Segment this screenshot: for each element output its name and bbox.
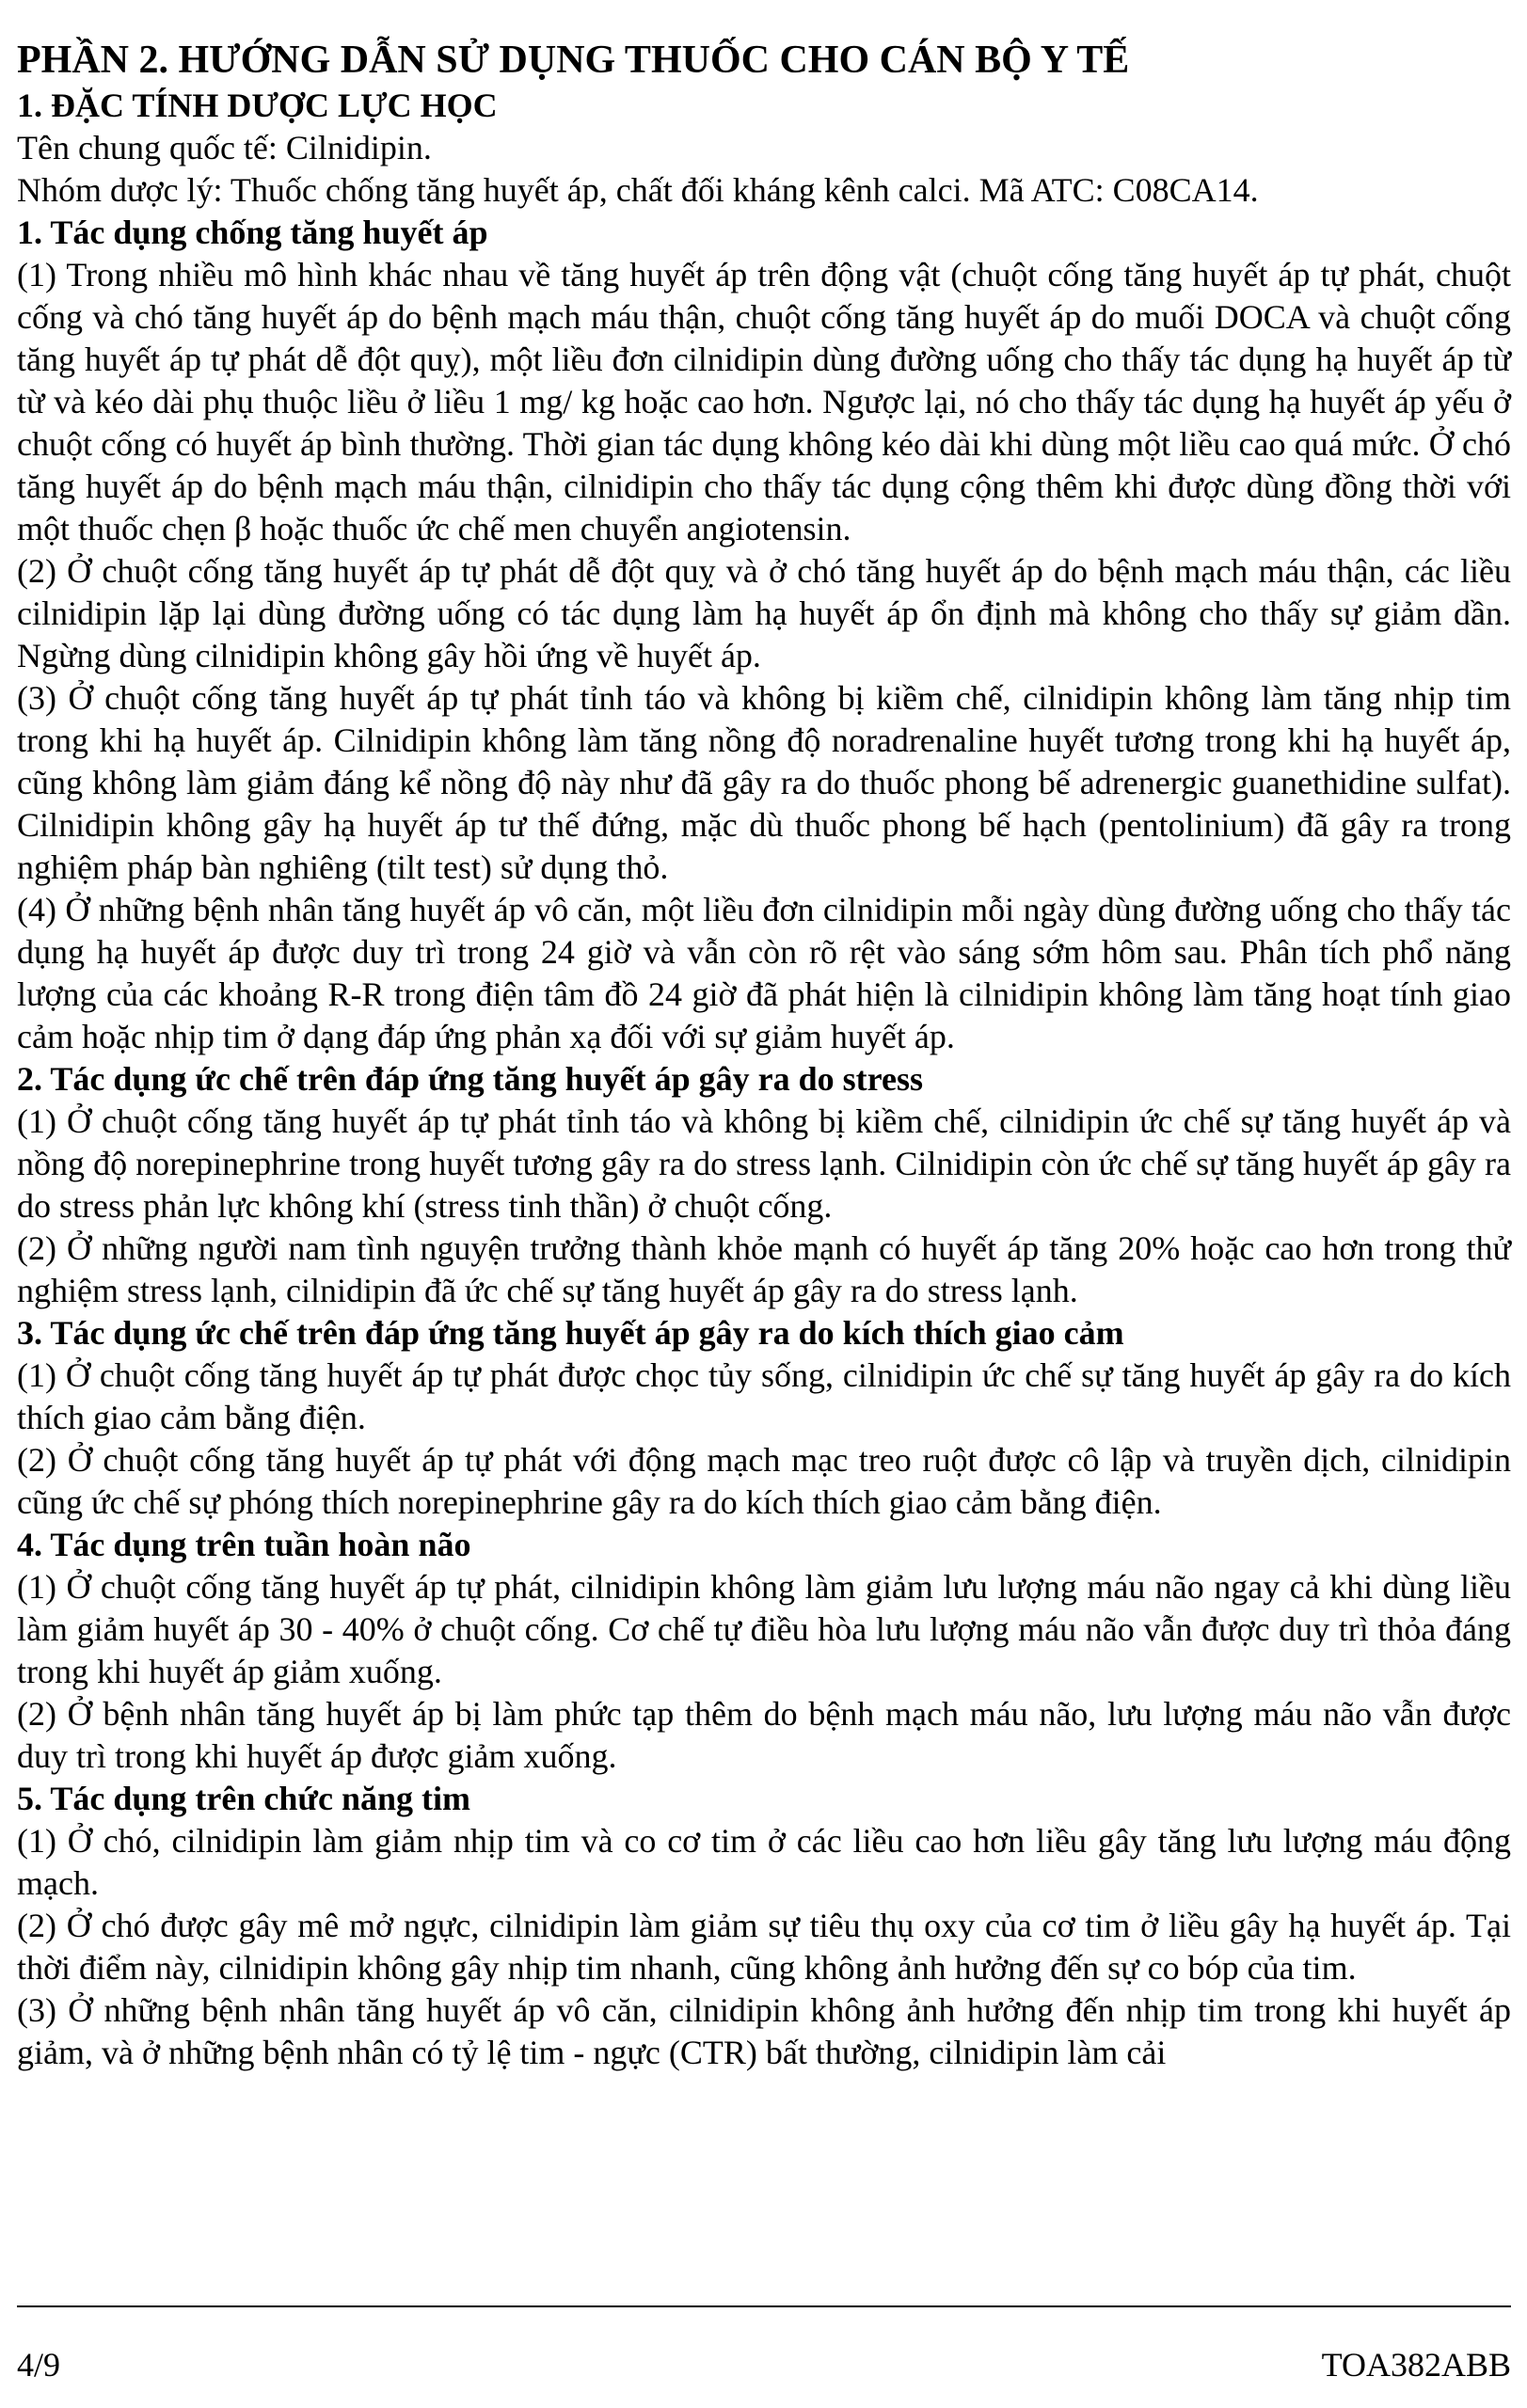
subsection-heading-5: 5. Tác dụng trên chức năng tim [17,1780,470,1817]
generic-name: Tên chung quốc tế: Cilnidipin. [17,129,432,166]
paragraph: (2) Ở chuột cống tăng huyết áp tự phát dễ đột quỵ và ở chó tăng huyết áp do bệnh mạch máu thận, các liều cilnidipin lặp lại dùng đường uống có tác dụng làm hạ huyết áp ổn định mà không cho thấy sự giảm dần. Ngừng dùng cilnidipin không gây hồi ứng về huyết áp. [17,552,1511,674]
paragraph: (2) Ở chó được gây mê mở ngực, cilnidipin làm giảm sự tiêu thụ oxy của cơ tim ở liều gây hạ huyết áp. Tại thời điểm này, cilnidipin không gây nhịp tim nhanh, cũng không ảnh hưởng đến sự co bóp của tim. [17,1907,1511,1987]
document-code: TOA382ABB [1321,2346,1511,2384]
paragraph: (1) Trong nhiều mô hình khác nhau về tăng huyết áp trên động vật (chuột cống tăng huyết áp tự phát, chuột cống và chó tăng huyết áp do bệnh mạch máu thận, chuột cống tăng huyết áp do muối DOCA và chuột cống tăng huyết áp tự phát dễ đột quỵ), một liều đơn cilnidipin dùng đường uống cho thấy tác dụng hạ huyết áp từ từ và kéo dài phụ thuộc liều ở liều 1 mg/ kg hoặc cao hơn. Ngược lại, nó cho thấy tác dụng hạ huyết áp yếu ở chuột cống có huyết áp bình thường. Thời gian tác dụng không kéo dài khi dùng một liều cao quá mức. Ở chó tăng huyết áp do bệnh mạch máu thận, cilnidipin cho thấy tác dụng cộng thêm khi được dùng đồng thời với một thuốc chẹn β hoặc thuốc ức chế men chuyển angiotensin. [17,256,1511,547]
pharmacological-group: Nhóm dược lý: Thuốc chống tăng huyết áp, chất đối kháng kênh calci. Mã ATC: C08CA14. [17,171,1259,209]
paragraph: (1) Ở chuột cống tăng huyết áp tự phát, cilnidipin không làm giảm lưu lượng máu não ngay cả khi dùng liều làm giảm huyết áp 30 - 40% ở chuột cống. Cơ chế tự điều hòa lưu lượng máu não vẫn được duy trì thỏa đáng trong khi huyết áp giảm xuống. [17,1568,1511,1690]
subsection-heading-3: 3. Tác dụng ức chế trên đáp ứng tăng huyết áp gây ra do kích thích giao cảm [17,1314,1124,1352]
paragraph: (2) Ở chuột cống tăng huyết áp tự phát với động mạch mạc treo ruột được cô lập và truyền dịch, cilnidipin cũng ức chế sự phóng thích norepinephrine gây ra do kích thích giao cảm bằng điện. [17,1441,1511,1521]
part-title: PHẦN 2. HƯỚNG DẪN SỬ DỤNG THUỐC CHO CÁN BỘ Y TẾ [17,39,1130,82]
paragraph: (2) Ở bệnh nhân tăng huyết áp bị làm phức tạp thêm do bệnh mạch máu não, lưu lượng máu não vẫn được duy trì trong khi huyết áp được giảm xuống. [17,1695,1511,1775]
paragraph: (1) Ở chuột cống tăng huyết áp tự phát tỉnh táo và không bị kiềm chế, cilnidipin ức chế sự tăng huyết áp và nồng độ norepinephrine trong huyết tương gây ra do stress lạnh. Cilnidipin còn ức chế sự tăng huyết áp gây ra do stress phản lực không khí (stress tinh thần) ở chuột cống. [17,1102,1511,1225]
document-body [17,36,1511,2074]
paragraph: (3) Ở chuột cống tăng huyết áp tự phát tỉnh táo và không bị kiềm chế, cilnidipin không làm tăng nhịp tim trong khi hạ huyết áp. Cilnidipin không làm tăng nồng độ noradrenaline huyết tương trong khi hạ huyết áp, cũng không làm giảm đáng kể nồng độ này như đã gây ra do thuốc phong bế adrenergic guanethidine sulfat). Cilnidipin không gây hạ huyết áp tư thế đứng, mặc dù thuốc phong bế hạch (pentolinium) đã gây ra trong nghiệm pháp bàn nghiêng (tilt test) sử dụng thỏ. [17,679,1511,886]
paragraph: (4) Ở những bệnh nhân tăng huyết áp vô căn, một liều đơn cilnidipin mỗi ngày dùng đường uống cho thấy tác dụng hạ huyết áp được duy trì trong 24 giờ và vẫn còn rõ rệt vào sáng sớm hôm sau. Phân tích phổ năng lượng của các khoảng R-R trong điện tâm đồ 24 giờ đã phát hiện là cilnidipin không làm tăng hoạt tính giao cảm hoặc nhịp tim ở dạng đáp ứng phản xạ đối với sự giảm huyết áp. [17,891,1511,1055]
paragraph: (1) Ở chó, cilnidipin làm giảm nhịp tim và co cơ tim ở các liều cao hơn liều gây tăng lưu lượng máu động mạch. [17,1822,1511,1902]
subsection-heading-4: 4. Tác dụng trên tuần hoàn não [17,1526,471,1563]
section-title: 1. ĐẶC TÍNH DƯỢC LỰC HỌC [17,87,498,124]
paragraph: (2) Ở những người nam tình nguyện trưởng thành khỏe mạnh có huyết áp tăng 20% hoặc cao hơn trong thử nghiệm stress lạnh, cilnidipin đã ức chế sự tăng huyết áp gây ra do stress lạnh. [17,1229,1511,1309]
footer-divider [17,2305,1511,2307]
subsection-heading-2: 2. Tác dụng ức chế trên đáp ứng tăng huyết áp gây ra do stress [17,1060,923,1098]
subsection-heading-1: 1. Tác dụng chống tăng huyết áp [17,214,488,251]
page-number: 4/9 [17,2346,61,2384]
paragraph: (3) Ở những bệnh nhân tăng huyết áp vô căn, cilnidipin không ảnh hưởng đến nhịp tim trong khi huyết áp giảm, và ở những bệnh nhân có tỷ lệ tim - ngực (CTR) bất thường, cilnidipin làm cải [17,1991,1511,2071]
paragraph: (1) Ở chuột cống tăng huyết áp tự phát được chọc tủy sống, cilnidipin ức chế sự tăng huyết áp gây ra do kích thích giao cảm bằng điện. [17,1356,1511,1436]
